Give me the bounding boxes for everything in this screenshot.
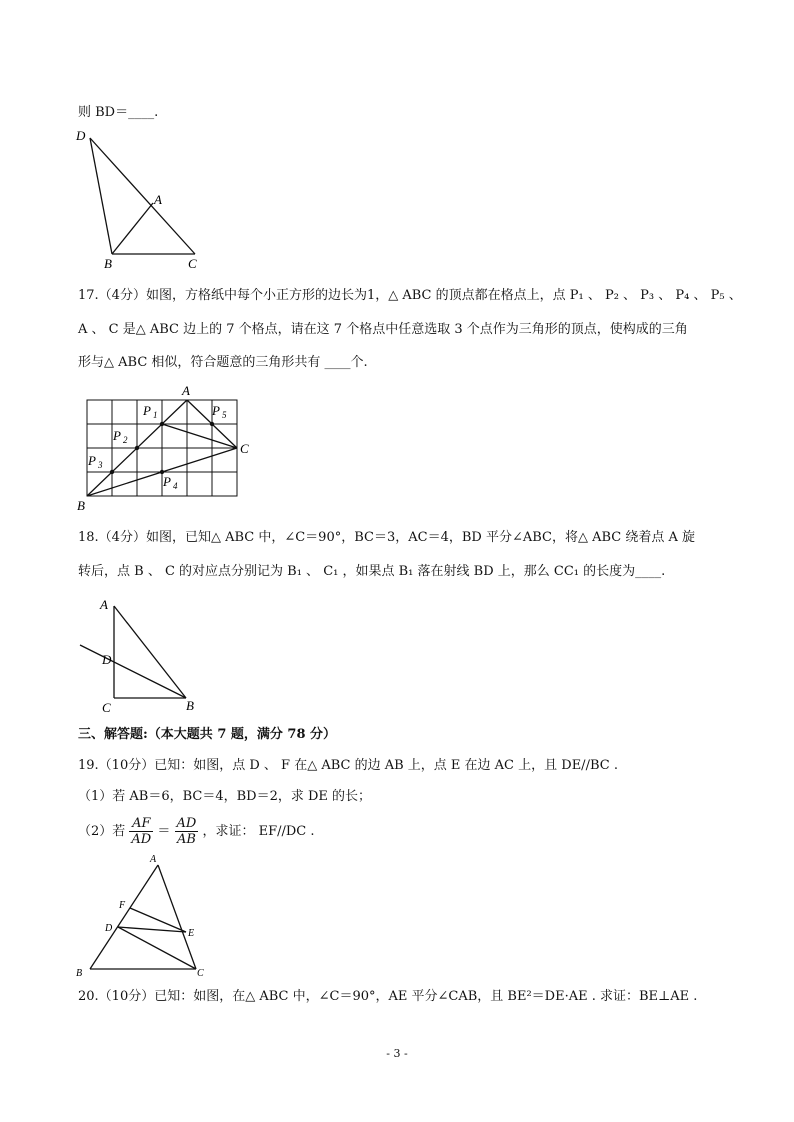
q17-label-P5-sub: 5 <box>222 410 227 420</box>
q19-label-A: A <box>150 854 157 865</box>
q16-label-C: C <box>188 256 197 271</box>
q17-label-P4-sub: 4 <box>173 481 178 491</box>
q19-fraction-ad-ab <box>175 816 199 847</box>
q18-figure <box>70 592 220 717</box>
q19-part2-prefix: （2）若 <box>78 824 126 839</box>
q19-part1: （1）若 AB＝6，BC＝4，BD＝2，求 DE 的长； <box>78 789 372 804</box>
q17-label-P2-sub: 2 <box>123 435 128 445</box>
q17-label-B: B <box>77 498 85 512</box>
q17-line3: 形与△ ABC 相似，符合题意的三角形共有 ____个. <box>78 355 368 370</box>
q17-label-P1: P <box>143 403 151 418</box>
q18-label-D: D <box>102 652 112 667</box>
q19-equals: ＝ <box>157 824 171 839</box>
q19-label-C: C <box>197 968 204 979</box>
q16-tail: 则 BD＝____. <box>78 105 159 120</box>
q19-label-B: B <box>76 968 83 979</box>
q18-label-C: C <box>102 700 111 715</box>
q19-figure <box>70 852 220 982</box>
q19-label-D: D <box>105 923 113 934</box>
q18-line1: 18.（4分）如图，已知△ ABC 中，∠C＝90°，BC＝3，AC＝4，BD 平分∠ABC，将△ ABC 绕着点 A 旋 <box>78 530 696 545</box>
q19-part2 <box>78 815 315 849</box>
q18-line2: 转后，点 B 、 C 的对应点分别记为 B₁ 、 C₁ ，如果点 B₁ 落在射线 BD 上，那么 CC₁ 的长度为____. <box>78 564 666 579</box>
q19-label-E: E <box>188 928 195 939</box>
q20-line1: 20.（10分）已知：如图，在△ ABC 中，∠C＝90°，AE 平分∠CAB，且 BE²＝DE·AE . 求证：BE⊥AE . <box>78 989 698 1004</box>
q18-label-A: A <box>100 597 108 612</box>
q17-label-P3: P <box>88 453 96 468</box>
q16-figure <box>70 126 230 271</box>
q17-line2: A 、 C 是△ ABC 边上的 7 个格点，请在这 7 个格点中任意选取 3 个点作为三角形的顶点，使构成的三角 <box>78 322 688 337</box>
q17-line1: 17.（4分）如图，方格纸中每个小正方形的边长为1，△ ABC 的顶点都在格点上，点 P₁ 、 P₂ 、 P₃ 、 P₄ 、 P₅ 、 <box>78 288 742 303</box>
q19-line1: 19.（10分）已知：如图，点 D 、 F 在△ ABC 的边 AB 上，点 E 在边 AC 上，且 DE//BC . <box>78 758 618 773</box>
q18-label-B: B <box>186 698 194 713</box>
q17-label-P3-sub: 3 <box>98 460 103 470</box>
q17-label-C: C <box>240 441 249 456</box>
q17-label-A: A <box>182 383 190 398</box>
q19-part2-suffix: ，求证： EF//DC . <box>202 824 315 839</box>
q19-frac2-num: AD <box>176 816 197 831</box>
q17-label-P1-sub: 1 <box>153 410 158 420</box>
q17-figure <box>75 382 265 512</box>
q19-frac2-den: AB <box>176 832 196 847</box>
q17-label-P2: P <box>113 428 121 443</box>
section3-title: 三、解答题:（本大题共 7 题，满分 78 分） <box>78 727 337 742</box>
q17-label-P5: P <box>212 403 220 418</box>
q16-label-D: D <box>76 128 86 143</box>
page-number: - 3 - <box>386 1047 408 1060</box>
q19-fraction-af-ad <box>129 816 153 847</box>
q19-frac1-den: AD <box>131 832 152 847</box>
q17-label-P4: P <box>163 474 171 489</box>
q19-frac1-num: AF <box>129 816 153 832</box>
q16-label-B: B <box>104 256 112 271</box>
q19-label-F: F <box>119 900 126 911</box>
q16-label-A: A <box>154 192 162 207</box>
